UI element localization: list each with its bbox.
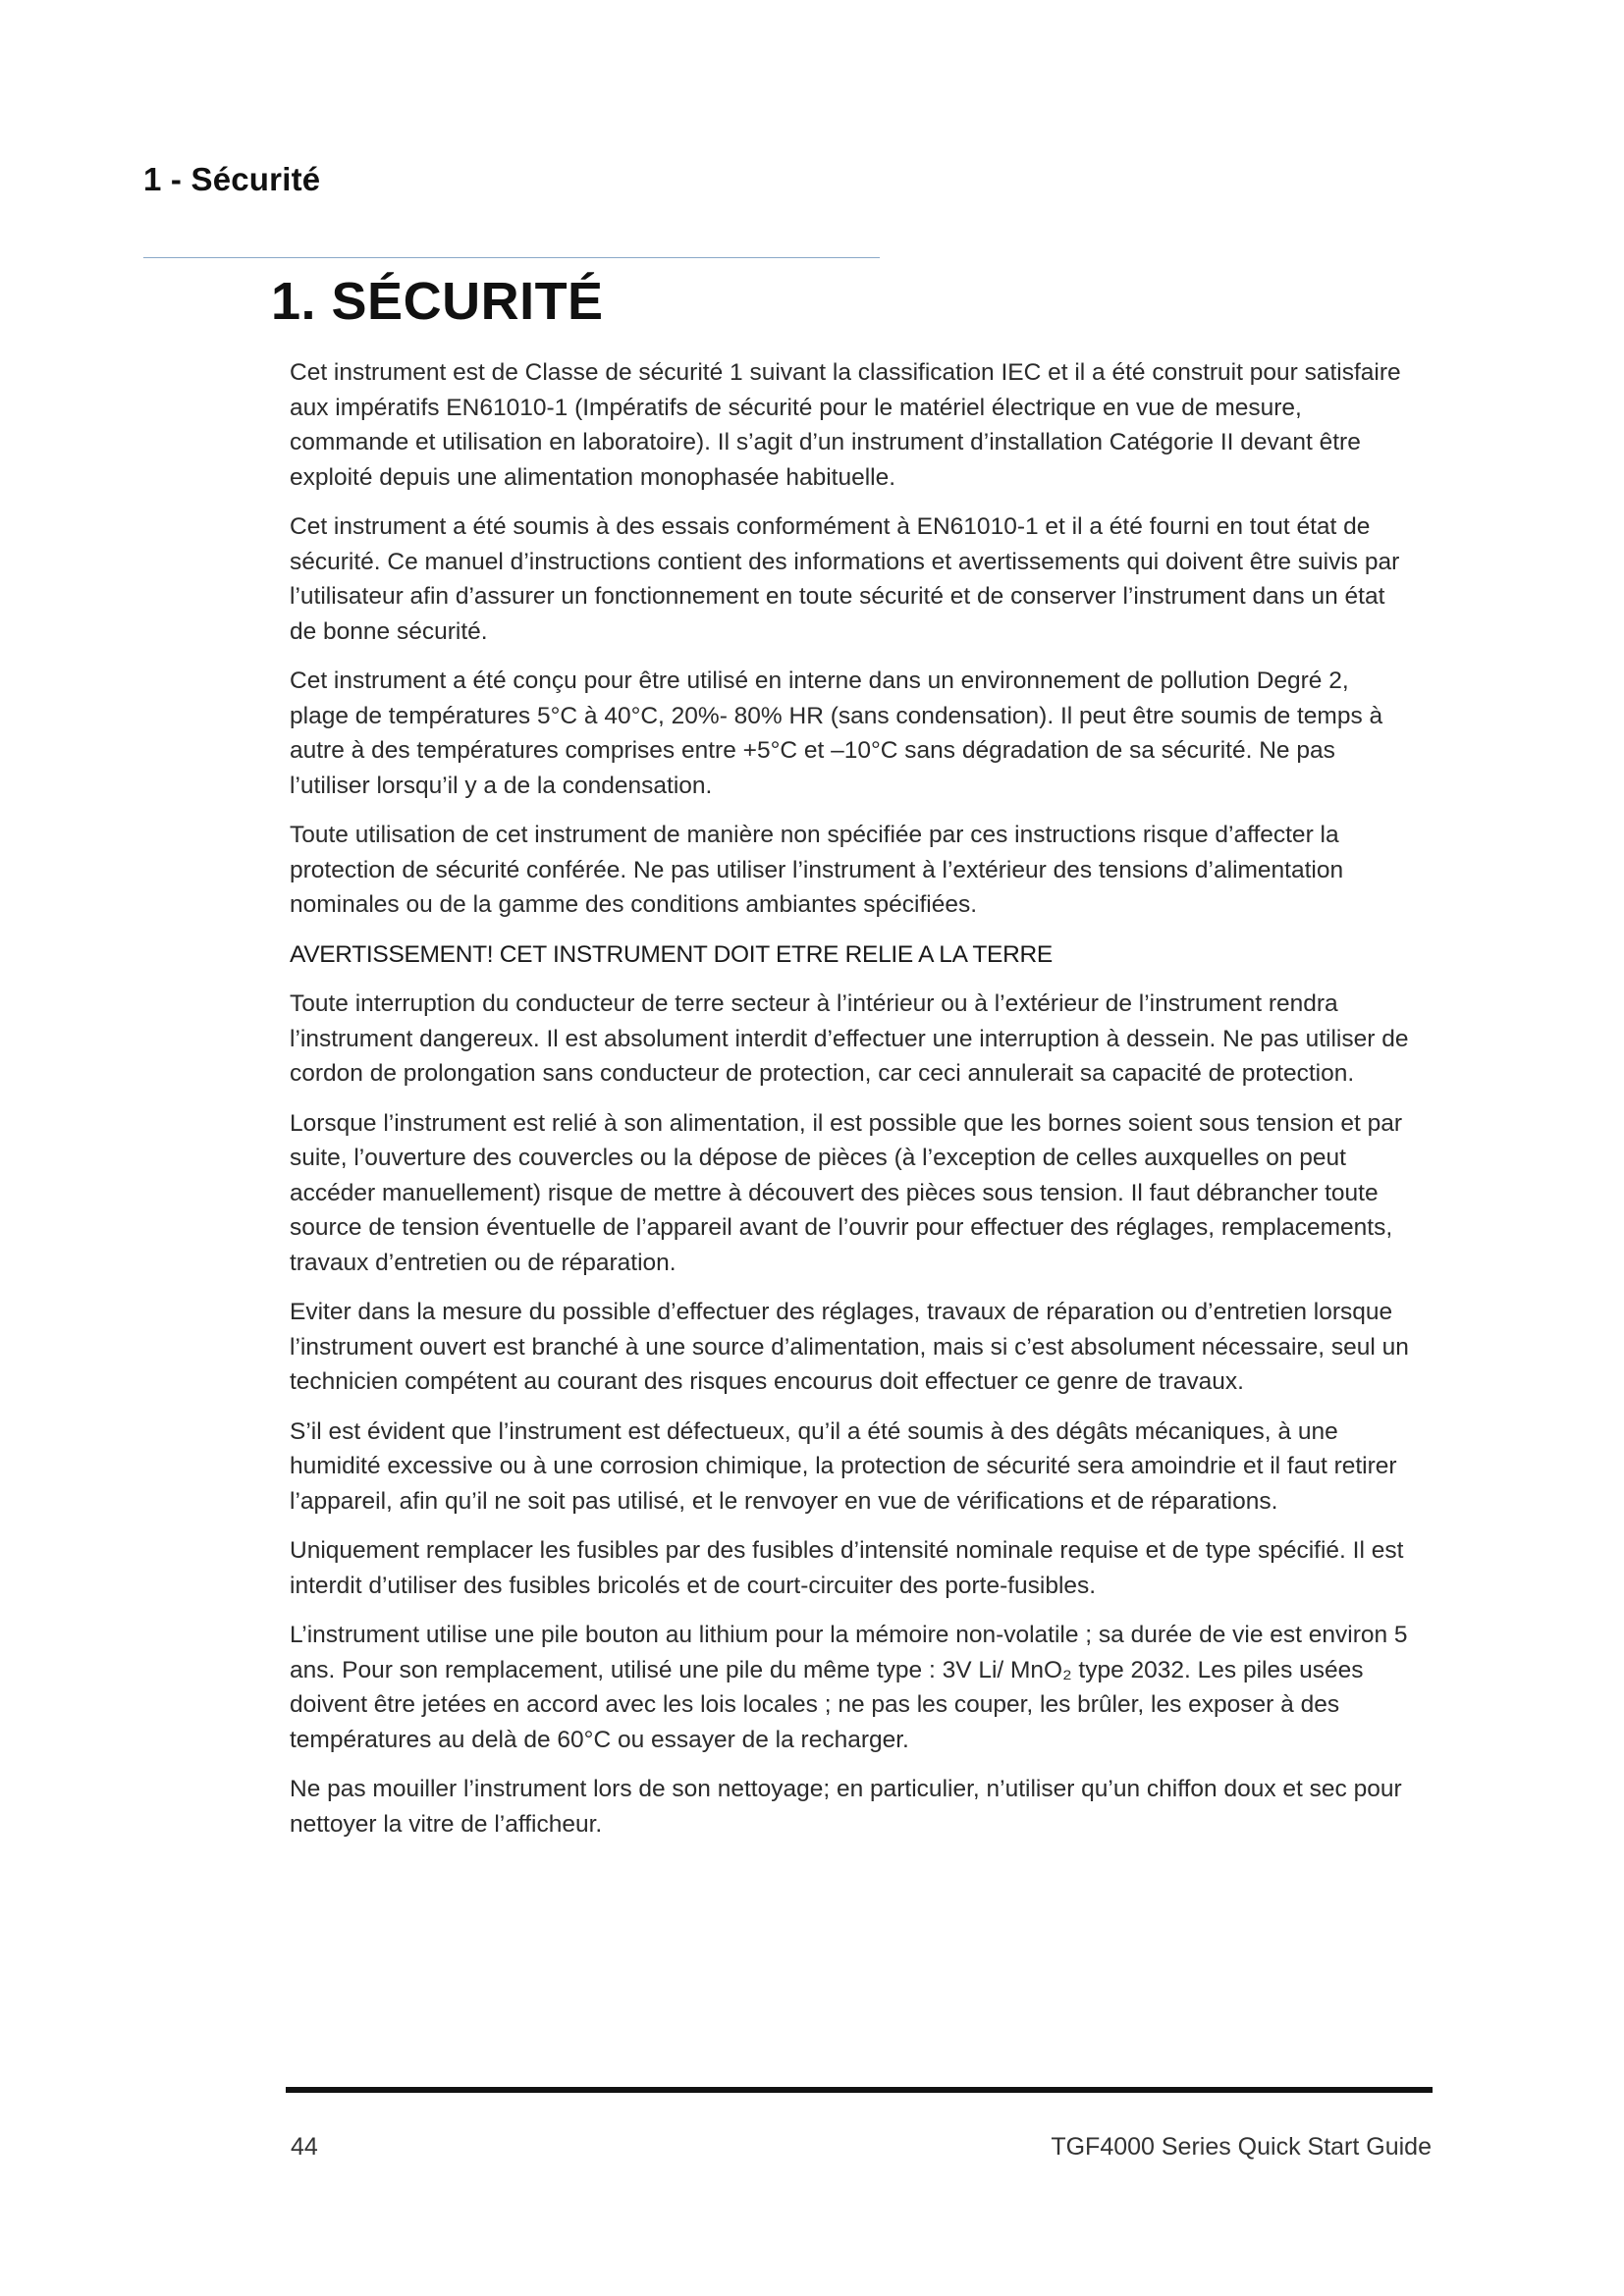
paragraph-fuses: Uniquement remplacer les fusibles par des fusibles d’intensité nominale requise et de type spécifié. Il est interdit d’utiliser des fusibles bricolés et de court-circuiter des porte-fusibles. bbox=[290, 1537, 1404, 1599]
page-number: 44 bbox=[291, 2133, 318, 2161]
paragraph-safety-class: Cet instrument est de Classe de sécurité 1 suivant la classification IEC et il a été construit pour satisfaire aux impératifs EN61010-1 (Impératifs de sécurité pour le matériel électrique en vue de mesure, commande et utilisation en laboratoire). Il s’agit d’un instrument d’installation Catégorie II devant être exploité depuis une alimentation monophasée habituelle. bbox=[290, 359, 1401, 491]
chapter-title: 1. SÉCURITÉ bbox=[271, 272, 604, 331]
paragraph-unspecified-use: Toute utilisation de cet instrument de manière non spécifiée par ces instructions risque d’affecter la protection de sécurité conférée. Ne pas utiliser l’instrument à l’extérieur des tensions d’alimentation nominales ou de la gamme des conditions ambiantes spécifiées. bbox=[290, 822, 1344, 918]
paragraph-battery: L’instrument utilise une pile bouton au lithium pour la mémoire non-volatile ; sa durée de vie est environ 5 ans. Pour son remplacement, utilisé une pile du même type : 3V Li/ MnO₂ type 2032. Les piles usées doivent être jetées en accord avec les lois locales ; ne pas les couper, les brûler, les exposer à des températures au delà de 60°C ou essayer de la recharger. bbox=[290, 1622, 1408, 1753]
document-title: TGF4000 Series Quick Start Guide bbox=[1051, 2133, 1432, 2161]
footer-divider bbox=[286, 2087, 1433, 2093]
warning-heading: AVERTISSEMENT! CET INSTRUMENT DOIT ETRE RELIE A LA TERRE bbox=[290, 940, 1053, 968]
paragraph-earth-interruption: Toute interruption du conducteur de terre secteur à l’intérieur ou à l’extérieur de l’instrument rendra l’instrument dangereux. Il est absolument interdit d’effectuer une interruption à dessein. Ne pas utiliser de cordon de prolongation sans conducteur de protection, car ceci annulerait sa capacité de protection. bbox=[290, 990, 1409, 1087]
paragraph-live-terminals: Lorsque l’instrument est relié à son alimentation, il est possible que les bornes soient sous tension et par suite, l’ouverture des couvercles ou la dépose de pièces (à l’exception de celles auxquelles on peut accéder manuellement) risque de mettre à découvert des pièces sous tension. Il faut débrancher toute source de tension éventuelle de l’appareil avant de l’ouvrir pour effectuer des réglages, remplacements, travaux d’entretien ou de réparation. bbox=[290, 1109, 1403, 1276]
body-text bbox=[290, 355, 1409, 1856]
paragraph-tested: Cet instrument a été soumis à des essais conformément à EN61010-1 et il a été fourni en tout état de sécurité. Ce manuel d’instructions contient des informations et avertissements qui doivent être suivis par l’utilisateur afin d’assurer un fonctionnement en toute sécurité et de conserver l’instrument dans un état de bonne sécurité. bbox=[290, 513, 1400, 645]
paragraph-avoid-adjustments: Eviter dans la mesure du possible d’effectuer des réglages, travaux de réparation ou d’entretien lorsque l’instrument ouvert est branché à une source d’alimentation, mais si c’est absolument nécessaire, seul un technicien compétent au courant des risques encourus doit effectuer ce genre de travaux. bbox=[290, 1299, 1409, 1395]
paragraph-defective: S’il est évident que l’instrument est défectueux, qu’il a été soumis à des dégâts mécaniques, à une humidité excessive ou à une corrosion chimique, la protection de sécurité sera amoindrie et il faut retirer l’appareil, afin qu’il ne soit pas utilisé, et le renvoyer en vue de vérifications et de réparations. bbox=[290, 1417, 1397, 1515]
header-divider bbox=[143, 257, 880, 258]
paragraph-environment: Cet instrument a été conçu pour être utilisé en interne dans un environnement de pollution Degré 2, plage de températures 5°C à 40°C, 20%- 80% HR (sans condensation). Il peut être soumis de temps à autre à des températures comprises entre +5°C et –10°C sans dégradation de sa sécurité. Ne pas l’utiliser lorsqu’il y a de la condensation. bbox=[290, 667, 1383, 799]
running-header-title: 1 - Sécurité bbox=[143, 161, 321, 197]
paragraph-cleaning: Ne pas mouiller l’instrument lors de son nettoyage; en particulier, n’utiliser qu’un chiffon doux et sec pour nettoyer la vitre de l’afficheur. bbox=[290, 1776, 1402, 1838]
